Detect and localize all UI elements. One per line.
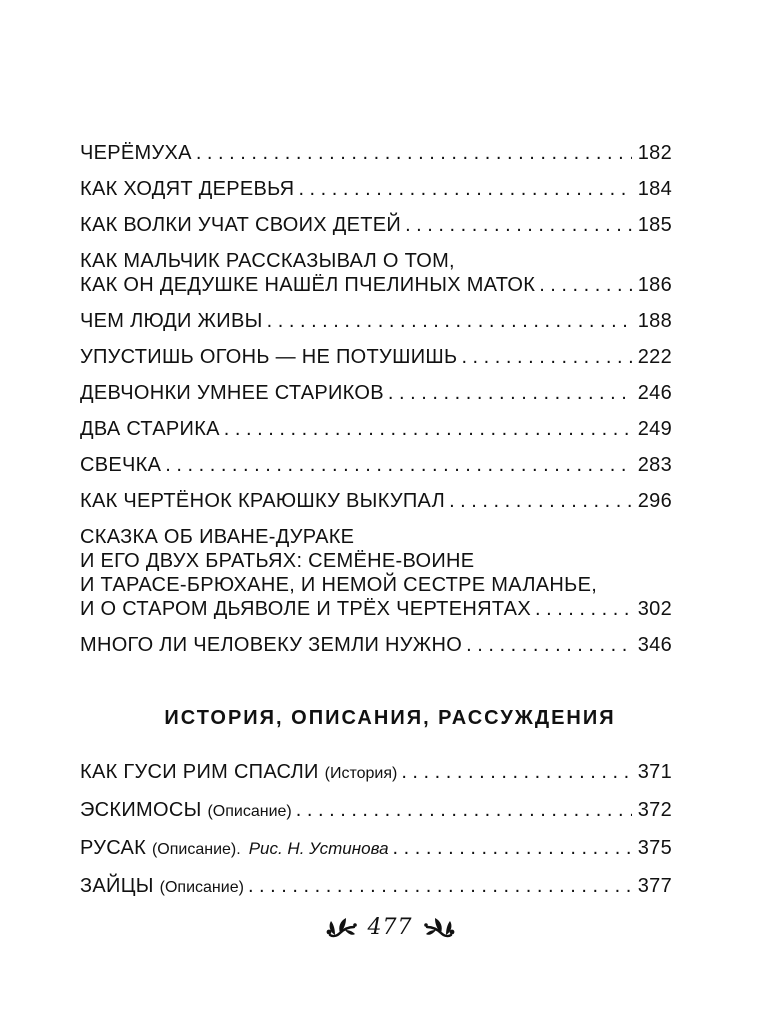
dot-leader — [405, 213, 632, 237]
entry-title-line: И ТАРАСЕ-БРЮХАНЕ, И НЕМОЙ СЕСТРЕ МАЛАНЬЕ, — [80, 574, 598, 596]
entry-page-number: 182 — [637, 142, 672, 164]
entry-title-line: КАК МАЛЬЧИК РАССКАЗЫВАЛ О ТОМ, — [80, 250, 455, 272]
entry-title: РУСАК — [80, 837, 147, 859]
entry-title-line: И ЕГО ДВУХ БРАТЬЯХ: СЕМЁНЕ-ВОИНЕ — [80, 550, 475, 572]
entry-title: ЗАЙЦЫ — [80, 875, 154, 897]
entry-title: УПУСТИШЬ ОГОНЬ — НЕ ПОТУШИШЬ — [80, 346, 458, 368]
entry-page-number: 249 — [637, 418, 672, 440]
contents-list-history — [80, 760, 672, 912]
dot-leader — [401, 760, 631, 784]
entry-title: ЧЕРЁМУХА — [80, 142, 192, 164]
entry-title: КАК ГУСИ РИМ СПАСЛИ — [80, 761, 319, 783]
entry-page-number: 371 — [637, 761, 672, 783]
dot-leader — [267, 309, 632, 333]
entry-title: ЧЕМ ЛЮДИ ЖИВЫ — [80, 310, 263, 332]
entry-page-number: 377 — [637, 875, 672, 897]
entry-title: ДЕВЧОНКИ УМНЕЕ СТАРИКОВ — [80, 382, 384, 404]
entry-title-line: И О СТАРОМ ДЬЯВОЛЕ И ТРЁХ ЧЕРТЕНЯТАХ — [80, 598, 531, 620]
contents-entry — [80, 213, 672, 237]
dot-leader — [539, 273, 632, 297]
dot-leader — [449, 489, 632, 513]
entry-title-line: СКАЗКА ОБ ИВАНЕ-ДУРАКЕ — [80, 526, 355, 548]
entry-page-number: 186 — [637, 274, 672, 296]
entry-page-number: 184 — [637, 178, 672, 200]
contents-entry — [80, 345, 672, 369]
contents-entry — [80, 874, 672, 900]
dot-leader — [298, 177, 631, 201]
entry-title: КАК ЧЕРТЁНОК КРАЮШКУ ВЫКУПАЛ — [80, 490, 446, 512]
contents-entry — [80, 760, 672, 786]
page-number: 477 — [367, 914, 413, 940]
contents-entry — [80, 798, 672, 824]
entry-title-line: КАК ОН ДЕДУШКЕ НАШЁЛ ПЧЕЛИНЫХ МАТОК — [80, 274, 536, 296]
contents-entry — [80, 381, 672, 405]
genre-note: (Описание) — [207, 803, 292, 820]
contents-entry — [80, 141, 672, 165]
dot-leader — [248, 874, 632, 898]
dot-leader — [224, 417, 632, 441]
illustration-credit: Рис. Н. Устинова — [248, 839, 389, 858]
dot-leader — [388, 381, 632, 405]
entry-page-number: 296 — [637, 490, 672, 512]
dot-leader — [535, 597, 632, 621]
dot-leader — [466, 633, 632, 657]
dot-leader — [165, 453, 631, 477]
dot-leader — [393, 836, 632, 860]
entry-title: ДВА СТАРИКА — [80, 418, 220, 440]
entry-page-number: 222 — [637, 346, 672, 368]
entry-page-number: 372 — [637, 799, 672, 821]
entry-page-number: 346 — [637, 634, 672, 656]
dot-leader — [296, 798, 632, 822]
entry-page-number: 375 — [637, 837, 672, 859]
contents-entry — [80, 417, 672, 441]
contents-entry — [80, 633, 672, 657]
page-folio — [0, 912, 780, 942]
contents-entry — [80, 249, 672, 297]
genre-note: (Описание) — [159, 879, 244, 896]
genre-note: (Описание). — [151, 841, 241, 858]
contents-entry — [80, 177, 672, 201]
genre-note: (История) — [324, 765, 398, 782]
contents-entry — [80, 453, 672, 477]
entry-page-number: 188 — [637, 310, 672, 332]
contents-list — [80, 141, 672, 669]
dot-leader — [461, 345, 631, 369]
entry-title: СВЕЧКА — [80, 454, 162, 476]
contents-entry — [80, 309, 672, 333]
entry-page-number: 283 — [637, 454, 672, 476]
contents-entry — [80, 489, 672, 513]
entry-title: ЭСКИМОСЫ — [80, 799, 202, 821]
contents-entry — [80, 525, 672, 621]
entry-title: МНОГО ЛИ ЧЕЛОВЕКУ ЗЕМЛИ НУЖНО — [80, 634, 463, 656]
entry-page-number: 246 — [637, 382, 672, 404]
leaf-scroll-ornament-icon — [423, 912, 457, 942]
entry-title: КАК ХОДЯТ ДЕРЕВЬЯ — [80, 178, 295, 200]
entry-title: КАК ВОЛКИ УЧАТ СВОИХ ДЕТЕЙ — [80, 214, 402, 236]
section-heading: ИСТОРИЯ, ОПИСАНИЯ, РАССУЖДЕНИЯ — [164, 707, 616, 729]
leaf-scroll-ornament-icon — [324, 912, 358, 942]
entry-page-number: 185 — [637, 214, 672, 236]
contents-entry — [80, 836, 672, 862]
dot-leader — [196, 141, 632, 165]
entry-page-number: 302 — [637, 598, 672, 620]
